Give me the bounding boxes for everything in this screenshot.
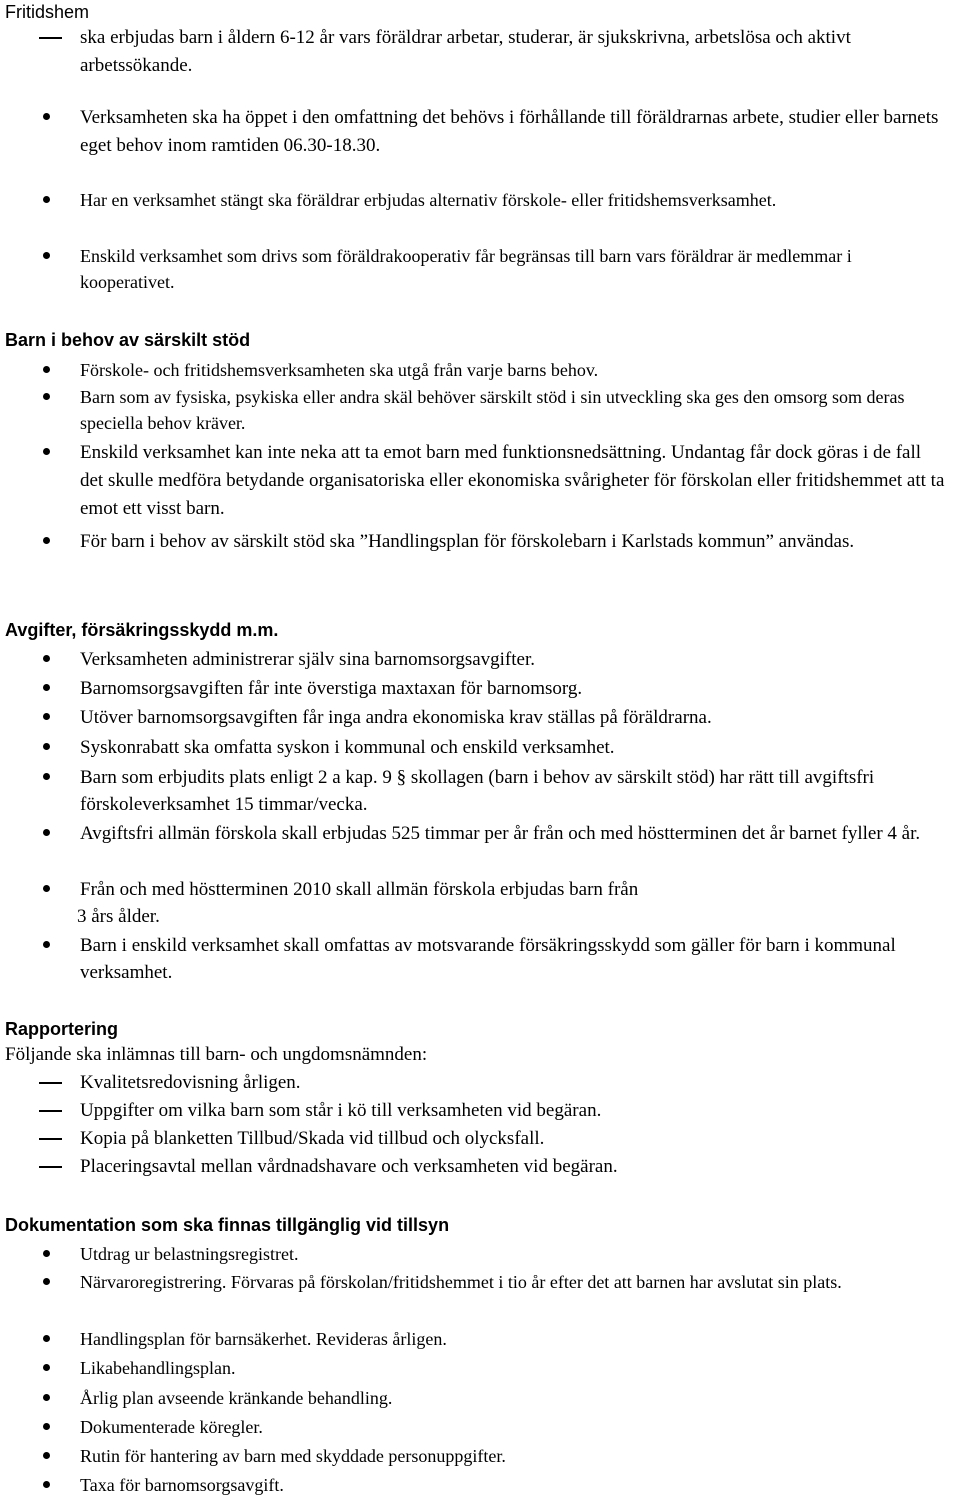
list-item: Kvalitetsredovisning årligen.	[80, 1069, 948, 1097]
list-item: Verksamheten ska ha öppet i den omfattning det behövs i förhållande till föräldrarnas arbete, studier eller barnets eget behov inom ramtiden 06.30-18.30.	[80, 104, 948, 160]
dash-bullet	[40, 1153, 54, 1167]
bullet	[40, 646, 54, 660]
list-item: Förskole- och fritidshemsverksamheten ska utgå från varje barns behov.	[80, 357, 948, 383]
bullet	[40, 932, 54, 946]
list-item: Dokumenterade köregler.	[80, 1414, 948, 1440]
list-item: Likabehandlingsplan.	[80, 1355, 948, 1381]
bullet	[40, 820, 54, 834]
bullet	[40, 734, 54, 748]
list-item: Uppgifter om vilka barn som står i kö till verksamheten vid begäran.	[80, 1097, 948, 1125]
list-item: Avgiftsfri allmän förskola skall erbjudas 525 timmar per år från och med höstterminen det år barnet fyller 4 år.	[80, 820, 948, 847]
dash-bullet	[40, 1125, 54, 1139]
list-item-continuation: 3 års ålder.	[77, 906, 160, 927]
bullet	[40, 1472, 54, 1486]
list-item: Placeringsavtal mellan vårdnadshavare och verksamheten vid begäran.	[80, 1153, 948, 1181]
dash-bullet	[40, 1069, 54, 1083]
list-item: Utdrag ur belastningsregistret.	[80, 1241, 948, 1267]
dash-bullet	[40, 1097, 54, 1111]
list-item: Barn som av fysiska, psykiska eller andra skäl behöver särskilt stöd i sin utveckling ska ges den omsorg som deras speciella behov kräver.	[80, 384, 948, 436]
list-item: Har en verksamhet stängt ska föräldrar erbjudas alternativ förskole- eller fritidshemsverksamhet.	[80, 187, 948, 213]
bullet	[40, 357, 54, 371]
list-item: Kopia på blanketten Tillbud/Skada vid tillbud och olycksfall.	[80, 1125, 948, 1153]
bullet	[40, 704, 54, 718]
bullet	[40, 876, 54, 890]
list-item: Syskonrabatt ska omfatta syskon i kommunal och enskild verksamhet.	[80, 734, 948, 761]
bullet	[40, 439, 54, 453]
list-item: Utöver barnomsorgsavgiften får inga andra ekonomiska krav ställas på föräldrarna.	[80, 704, 948, 731]
bullet	[40, 528, 54, 542]
list-item: Närvaroregistrering. Förvaras på förskolan/fritidshemmet i tio år efter det att barnen har avslutat sin plats.	[80, 1269, 948, 1295]
list-item: För barn i behov av särskilt stöd ska ”Handlingsplan för förskolebarn i Karlstads kommun” användas.	[80, 528, 948, 556]
bullet	[40, 104, 54, 118]
section-heading-rapportering: Rapportering	[5, 1019, 119, 1039]
list-item: Rutin för hantering av barn med skyddade personuppgifter.	[80, 1443, 948, 1469]
bullet	[40, 187, 54, 201]
list-item: Verksamheten administrerar själv sina barnomsorgsavgifter.	[80, 646, 948, 673]
bullet	[40, 1355, 54, 1369]
list-item: Handlingsplan för barnsäkerhet. Revideras årligen.	[80, 1326, 948, 1352]
bullet	[40, 384, 54, 398]
list-item: Årlig plan avseende kränkande behandling.	[80, 1385, 948, 1411]
bullet	[40, 1326, 54, 1340]
bullet	[40, 243, 54, 257]
bullet	[40, 1241, 54, 1255]
bullet	[40, 1269, 54, 1283]
bullet	[40, 675, 54, 689]
dash-bullet	[40, 24, 54, 38]
list-item: Enskild verksamhet som drivs som föräldrakooperativ får begränsas till barn vars föräldrar är medlemmar i kooperativet.	[80, 243, 948, 295]
list-item: Taxa för barnomsorgsavgift.	[80, 1472, 948, 1498]
list-item: Barn som erbjudits plats enligt 2 a kap. 9 § skollagen (barn i behov av särskilt stöd) har rätt till avgiftsfri förskoleverksamhet 15 timmar/vecka.	[80, 764, 948, 818]
list-item: Barn i enskild verksamhet skall omfattas av motsvarande försäkringsskydd som gäller för barn i kommunal verksamhet.	[80, 932, 948, 986]
list-item: Barnomsorgsavgiften får inte överstiga maxtaxan för barnomsorg.	[80, 675, 948, 702]
list-item: Från och med höstterminen 2010 skall allmän förskola erbjudas barn från	[80, 876, 948, 903]
list-item: ska erbjudas barn i åldern 6-12 år vars föräldrar arbetar, studerar, är sjukskrivna, arbetslösa och aktivt arbetssökande.	[80, 24, 948, 80]
section-heading-sarskilt-stod: Barn i behov av särskilt stöd	[5, 330, 251, 350]
bullet	[40, 1385, 54, 1399]
rapportering-intro: Följande ska inlämnas till barn- och ungdomsnämnden:	[5, 1044, 428, 1065]
section-heading-dokumentation: Dokumentation som ska finnas tillgänglig vid tillsyn	[5, 1215, 450, 1235]
list-item: Enskild verksamhet kan inte neka att ta emot barn med funktionsnedsättning. Undantag får dock göras i de fall det skulle medföra betydande organisatoriska eller ekonomiska svårigheter för förskolan eller fritidshemmet att ta emot ett visst barn.	[80, 439, 948, 523]
bullet	[40, 1414, 54, 1428]
bullet	[40, 764, 54, 778]
bullet	[40, 1443, 54, 1457]
section-heading-avgifter: Avgifter, försäkringsskydd m.m.	[5, 620, 279, 640]
section-heading-fritidshem: Fritidshem	[5, 2, 90, 22]
